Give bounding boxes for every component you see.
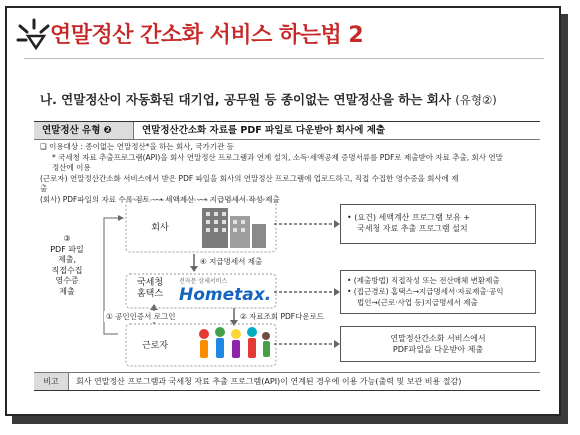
flow-diagram bbox=[34, 196, 540, 370]
slide-title: 연말정산 간소화 서비스 하는법 2 bbox=[50, 23, 364, 48]
arrow-1-label: ① 공인인증서 로그인 bbox=[106, 312, 176, 321]
type-description: 연말정산간소화 자료를 PDF 파일로 다운받아 회사에 제출 bbox=[142, 125, 386, 136]
side-label-6: 제출 bbox=[59, 286, 75, 296]
type-row bbox=[34, 121, 540, 140]
hometax-logo-text: Hometax. bbox=[179, 285, 272, 305]
node-nts-line1: 국세청 bbox=[136, 278, 164, 288]
side-label-3: 제출, bbox=[58, 255, 76, 264]
section-heading bbox=[40, 90, 497, 108]
box-nts-line3: 법인→(근로·사업 등)지급명세서 제출 bbox=[357, 298, 478, 307]
note-target: ❑ 이용대상 : 종이없는 연말정산*을 하는 회사, 국가기관 등 bbox=[40, 142, 234, 151]
node-employee: 근로자 bbox=[141, 341, 169, 351]
note-footnote: * 국세청 자료 추출프로그램(API)을 회사 연말정산 프로그램과 연계 설치, 소득·세액공제 증명서류를 PDF로 제출받아 자료 추출, 회사 연말 bbox=[52, 152, 503, 162]
arrow-4-label: ④ 지급명세서 제출 bbox=[200, 257, 263, 266]
box-nts-line2: • (접근경로) 홈택스→지급명세서·자료제출·공익 bbox=[347, 287, 504, 296]
note-employee: (근로자) 연말정산간소화 서비스에서 받은 PDF 파일을 회사의 연말정산 프로그램에 업로드하고, 직접 수집한 영수증을 회사에 제 bbox=[40, 173, 459, 183]
box-employee-line2: PDF파일을 다운받아 제출 bbox=[392, 345, 484, 354]
side-label-4: 직접수집 bbox=[51, 265, 83, 275]
arrow-2-label: ② 자료조회 PDF다운로드 bbox=[240, 312, 325, 321]
title-divider bbox=[24, 58, 544, 59]
box-employee-line1: 연말정산간소화 서비스에서 bbox=[390, 334, 486, 343]
box-nts-method bbox=[340, 270, 536, 314]
note-company: (회사) PDF파일의 자료 수록·검토 ⟶ 세액계산 ⟶ 지급명세서 작성·제출 bbox=[40, 194, 280, 204]
building-icon bbox=[202, 208, 266, 248]
side-label-5: 영수증 bbox=[55, 276, 79, 285]
remarks-label: 비고 bbox=[34, 373, 69, 390]
side-label-2: PDF 파일 bbox=[50, 244, 84, 254]
hometax-logo bbox=[179, 276, 272, 305]
box-company-line1: • (요건) 세액계산 프로그램 보유 + bbox=[347, 213, 471, 222]
note-employee-cont: 출 bbox=[40, 184, 48, 193]
side-label bbox=[34, 234, 100, 297]
node-nts-line2: 홈택스 bbox=[136, 289, 164, 299]
node-company: 회사 bbox=[151, 223, 169, 233]
remarks-text: 회사 연말정산 프로그램과 국세청 자료 추출 프로그램(API)이 연계된 경우에 이용 가능(출력 및 보관 비용 절감) bbox=[76, 377, 462, 386]
section-heading-text: 나. 연말정산이 자동화된 대기업, 공무원 등 종이없는 연말정산을 하는 회사 bbox=[40, 92, 451, 107]
note-footnote-cont: 정산에 이용 bbox=[52, 163, 91, 172]
hometax-caption: 전자문 상세서비스 bbox=[179, 278, 228, 285]
box-company-requirement bbox=[340, 204, 536, 244]
section-heading-suffix: (유형②) bbox=[455, 93, 497, 107]
burst-icon bbox=[14, 14, 54, 54]
people-icon bbox=[199, 327, 270, 358]
box-company-line2: 국세청 자료 추출 프로그램 설치 bbox=[357, 224, 468, 233]
node-nts bbox=[130, 278, 170, 300]
document-image bbox=[26, 70, 546, 400]
remarks-row bbox=[34, 372, 540, 391]
side-label-1: ③ bbox=[63, 234, 71, 243]
type-label: 연말정산 유형 ❷ bbox=[34, 122, 134, 139]
box-nts-line1: • (제출방법) 직접작성 또는 전산매체 변환제출 bbox=[347, 276, 500, 285]
box-employee-action bbox=[340, 326, 536, 362]
